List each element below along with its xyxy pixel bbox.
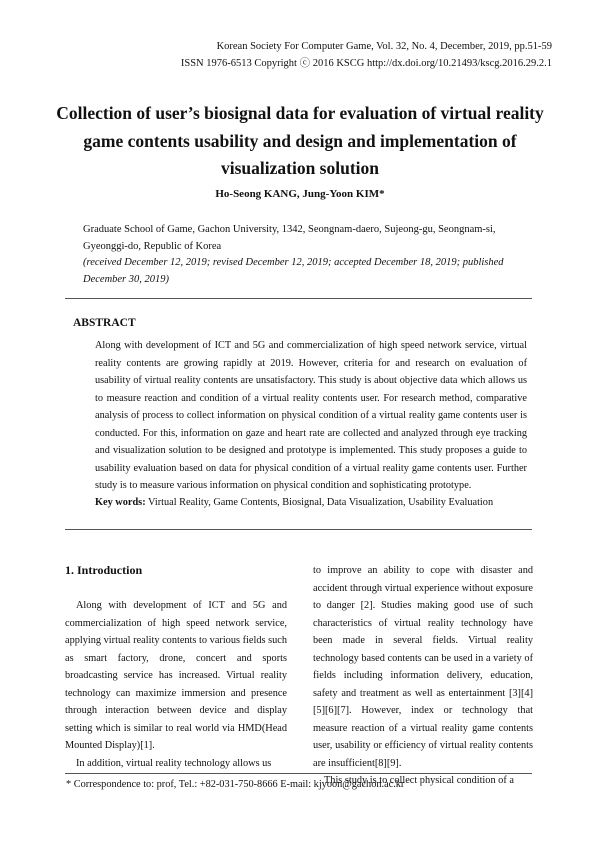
paragraph: This study is to collect physical condition of a xyxy=(324,775,514,786)
abstract-text: Along with development of ICT and 5G and commercialization of high speed network service, virtual reality contents are growing rapidly at 2019. However, criteria for and research on evaluation of usability of virtual reality contents are unsatisfactory. This study is about objective data which allows us to measure reaction and condition of a virtual reality contents user. For research method, comparative analysis of process to collect information on physical condition of a virtual reality game contents user is conducted. For this, information on gaze and heart rate are collected and analyzed through eye tracking and visualization solution to be designed and prototype is implemented. This study proposes a guide to usability evaluation based on data for physical condition of a virtual reality game contents user. Further study is to measure various information on physical condition and sophisticating prototype. xyxy=(95,340,527,491)
authors: Ho-Seong KANG, Jung-Yoon KIM* xyxy=(215,188,385,200)
title-line: game contents usability and design and implementation of xyxy=(83,130,517,151)
correspondence-footnote: * Correspondence to: prof, Tel.: +82-031-750-8666 E-mail: kjyoon@gachon.ac.kr xyxy=(66,779,405,790)
title-line: visualization solution xyxy=(220,158,380,178)
footnote-divider xyxy=(65,773,532,774)
left-column xyxy=(65,597,287,772)
title-line: Collection of user’s biosignal data for evaluation of virtual reality xyxy=(56,103,544,123)
keywords xyxy=(95,497,493,508)
journal-citation: Korean Society For Computer Game, Vol. 32, No. 4, December, 2019, pp.51-59 xyxy=(216,41,552,52)
received-dates: (received December 12, 2019; revised December 12, 2019; accepted December 18, 2019; published December 30, 2019) xyxy=(83,257,504,285)
paragraph: Along with development of ICT and 5G and commercialization of high speed network service, applying virtual reality contents to various fields such as smart factory, drone, concert and sports broadcasting service has increased. Virtual reality technology can maximize immersion and presence through interaction between device and display setting which is similar to real world via HMD(Head Mounted Display)[1]. xyxy=(65,600,287,751)
abstract-heading: ABSTRACT xyxy=(73,317,136,329)
keywords-label: Key words: xyxy=(95,497,146,508)
issn-copyright-doi: ISSN 1976-6513 Copyright ⓒ 2016 KSCG http://dx.doi.org/10.21493/kscg.2016.29.2.1 xyxy=(180,58,552,69)
affiliation: Graduate School of Game, Gachon University, 1342, Seongnam-daero, Sujeong-gu, Seongnam-si, Gyeonggi-do, Republic of Korea xyxy=(83,224,496,252)
paragraph: to improve an ability to cope with disaster and accident through virtual experience without exposure to danger [2]. Studies making good use of such characteristics of virtual reality technology have been made in several fields. Virtual reality technology based contents can be used in a variety of fields including information delivery, education, safety and treatment as well as entertainment [3][4][5][6][7]. However, index or technology that measure reaction of a virtual reality game contents user, usability or efficiency of virtual reality contents are insufficient[8][9]. xyxy=(313,565,533,769)
section-heading: 1. Introduction xyxy=(65,563,143,577)
abstract-divider xyxy=(65,529,532,530)
top-divider xyxy=(65,298,532,299)
paragraph: In addition, virtual reality technology allows us xyxy=(76,757,272,769)
paper-title xyxy=(40,100,560,183)
keywords-text: Virtual Reality, Game Contents, Biosignal, Data Visualization, Usability Evaluation xyxy=(148,497,494,508)
right-column xyxy=(313,562,533,790)
